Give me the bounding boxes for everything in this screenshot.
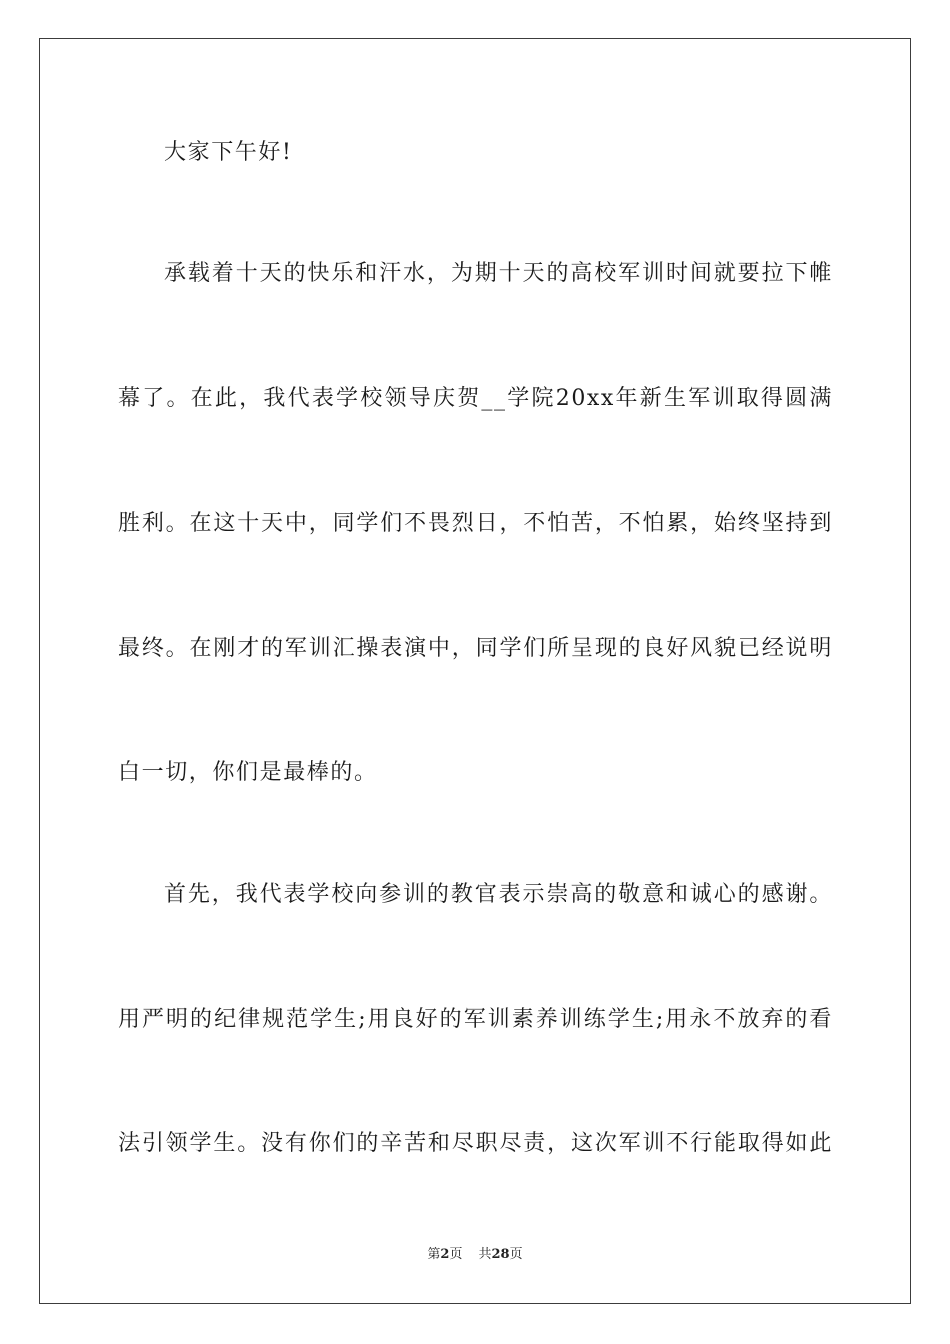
paragraph-1-line-3: 胜利。在这十天中，同学们不畏烈日，不怕苦，不怕累，始终坚持到 xyxy=(118,511,833,536)
paragraph-2-line-1: 首先，我代表学校向参训的教官表示崇高的敬意和诚心的感谢。 xyxy=(164,882,833,907)
footer-total-pages: 28 xyxy=(491,1247,510,1262)
footer-page-number: 2 xyxy=(440,1247,450,1262)
paragraph-2-line-2: 用严明的纪律规范学生;用良好的军训素养训练学生;用永不放弃的看 xyxy=(118,1007,833,1032)
paragraph-1-line-5: 白一切，你们是最棒的。 xyxy=(118,760,378,785)
greeting-line: 大家下午好! xyxy=(164,140,293,165)
paragraph-1-line-1: 承载着十天的快乐和汗水，为期十天的高校军训时间就要拉下帷 xyxy=(164,261,833,286)
paragraph-1-line-4: 最终。在刚才的军训汇操表演中，同学们所呈现的良好风貌已经说明 xyxy=(118,636,833,661)
paragraph-1-line-2: 幕了。在此，我代表学校领导庆贺__学院20xx年新生军训取得圆满 xyxy=(118,386,833,411)
footer-page-suffix: 页 xyxy=(449,1247,463,1262)
page-footer xyxy=(0,1246,950,1264)
paragraph-2-line-3: 法引领学生。没有你们的辛苦和尽职尽责，这次军训不行能取得如此 xyxy=(118,1131,833,1156)
footer-page-prefix: 第 xyxy=(427,1247,441,1262)
footer-total-suffix: 页 xyxy=(509,1247,523,1262)
footer-total-prefix: 共 xyxy=(478,1247,492,1262)
page-border xyxy=(39,38,911,1304)
